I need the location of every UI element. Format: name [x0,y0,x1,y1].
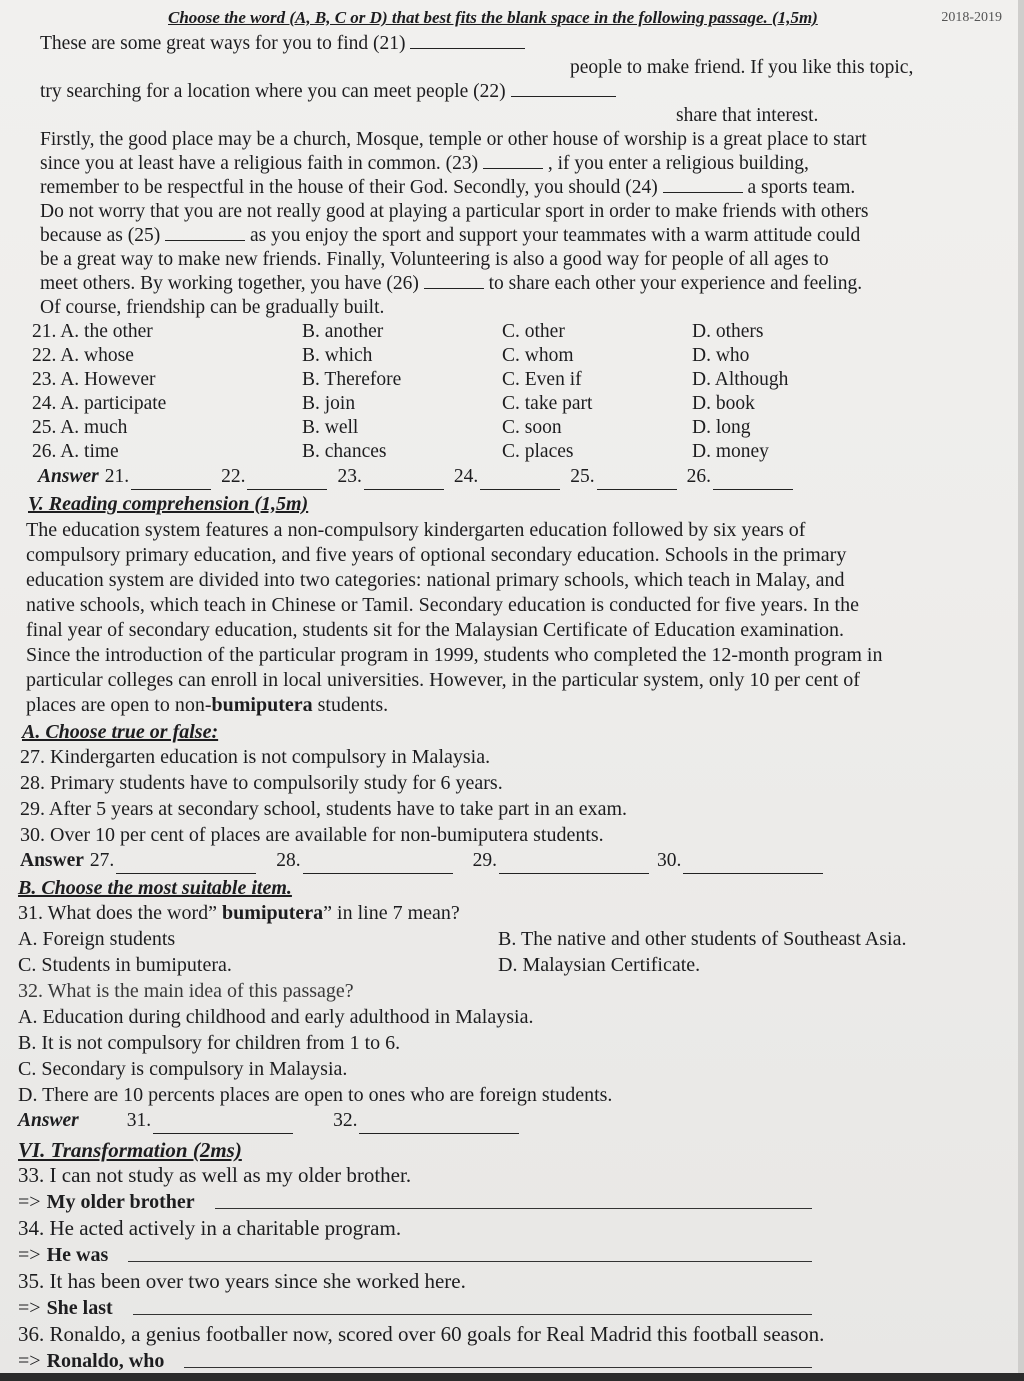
multiple-choice-title: B. Choose the most suitable item. [18,877,292,899]
answer-27[interactable]: 27. [90,848,256,874]
answer-label: Answer [18,1110,79,1131]
tf-item-28: 28. Primary students have to compulsorily study for 6 years. [20,772,503,794]
option-25-a[interactable]: 25. A. much [32,417,128,438]
page-edge-shadow [1018,0,1024,1381]
cloze-line: These are some great ways for you to find (21) [40,32,1002,56]
school-year: 2018-2019 [941,10,1002,25]
option-23-b[interactable]: B. Therefore [302,369,402,390]
cloze-line: Do not worry that you are not really good at playing a particular sport in order to make friends with others [40,201,869,222]
cloze-line: be a great way to make new friends. Finally, Volunteering is also a good way for people of all ages to [40,249,829,270]
option-24-b[interactable]: B. join [302,393,356,414]
option-31-a[interactable]: A. Foreign students [18,928,176,950]
q31-options-row [18,926,1002,952]
answer-line-35[interactable] [133,1313,812,1315]
cloze-line: share that interest. [676,105,819,126]
option-25-c[interactable]: C. soon [502,417,562,438]
option-22-a[interactable]: 22. A. whose [32,345,134,366]
cloze-line: try searching for a location where you can meet people (22) [40,80,1002,104]
answer-29[interactable]: 29. [473,848,649,874]
reading-line: compulsory primary education, and five years of optional secondary education. Schools in the primary [26,544,847,566]
option-24-d[interactable]: D. book [692,393,755,414]
transform-answer-35: => She last [18,1295,1002,1321]
blank-26[interactable] [424,274,484,289]
cloze-line: remember to be respectful in the house of their God. Secondly, you should (24) a sports team. [40,177,856,198]
cloze-line: people to make friend. If you like this topic, [570,57,914,78]
answer-30[interactable]: 30. [657,848,823,874]
blank-21[interactable] [410,34,525,49]
answer-line-33[interactable] [215,1207,812,1209]
option-31-b[interactable]: B. The native and other students of Southeast Asia. [498,928,907,950]
transformation-title: VI. Transformation (2ms) [18,1138,242,1162]
true-false-title: A. Choose true or false: [22,721,219,743]
question-32: 32. What is the main idea of this passage? [18,980,354,1002]
option-26-d[interactable]: D. money [692,441,769,462]
cloze-options [32,320,1002,464]
blank-22[interactable] [511,82,616,97]
cloze-instruction: Choose the word (A, B, C or D) that best fits the blank space in the following passage. (1,5m) [168,8,818,27]
answer-32[interactable]: 32. [333,1108,519,1134]
answer-31[interactable]: 31. [127,1108,293,1134]
answer-24[interactable]: 24. [454,464,560,490]
reading-passage [26,518,1002,718]
reading-line: final year of secondary education, students sit for the Malaysian Certificate of Education examination. [26,619,845,641]
option-26-a[interactable]: 26. A. time [32,441,119,462]
reading-line: native schools, which teach in Chinese or Tamil. Secondary education is conducted for five years. In the [26,594,859,616]
cloze-line: because as (25) as you enjoy the sport and support your teammates with a warm attitude could [40,225,861,246]
option-32-a[interactable]: A. Education during childhood and early adulthood in Malaysia. [18,1006,534,1028]
cloze-line: meet others. By working together, you have (26) to share each other your experience and feeling. [40,273,863,294]
tf-item-29: 29. After 5 years at secondary school, students have to take part in an exam. [20,798,628,820]
transform-answer-33: => My older brother [18,1189,1002,1215]
answer-26[interactable]: 26. [687,464,793,490]
tf-item-27: 27. Kindergarten education is not compulsory in Malaysia. [20,746,491,768]
transform-sentence-34: 34. He acted actively in a charitable program. [18,1216,402,1240]
bottom-edge [0,1373,1024,1381]
option-24-c[interactable]: C. take part [502,393,593,414]
answer-21[interactable]: 21. [105,464,211,490]
tf-answer-row [20,848,1002,874]
transform-sentence-35: 35. It has been over two years since she worked here. [18,1269,466,1293]
option-21-a[interactable]: 21. A. the other [32,321,153,342]
blank-24[interactable] [663,178,743,193]
blank-23[interactable] [483,154,543,169]
question-31: 31. What does the word” bumiputera” in line 7 mean? [18,902,460,924]
option-32-c[interactable]: C. Secondary is compulsory in Malaysia. [18,1058,348,1080]
option-26-b[interactable]: B. chances [302,441,387,462]
option-32-d[interactable]: D. There are 10 percents places are open to ones who are foreign students. [18,1084,613,1106]
answer-label: Answer [20,850,84,871]
answer-25[interactable]: 25. [570,464,676,490]
answer-line-34[interactable] [128,1260,812,1262]
true-false-list [20,744,1002,848]
option-25-d[interactable]: D. long [692,417,751,438]
multiple-choice-section [18,900,1002,1108]
option-21-b[interactable]: B. another [302,321,384,342]
option-22-b[interactable]: B. which [302,345,373,366]
reading-line: education system are divided into two categories: national primary schools, which teach in Malay, and [26,569,845,591]
option-23-a[interactable]: 23. A. However [32,369,156,390]
transform-answer-34: => He was [18,1242,1002,1268]
answer-22[interactable]: 22. [221,464,327,490]
reading-line: places are open to non-bumiputera students. [26,694,389,716]
option-22-c[interactable]: C. whom [502,345,574,366]
reading-title: V. Reading comprehension (1,5m) [28,493,309,515]
tf-item-30: 30. Over 10 per cent of places are available for non-bumiputera students. [20,824,604,846]
option-26-c[interactable]: C. places [502,441,574,462]
cloze-line: Of course, friendship can be gradually built. [40,297,385,318]
blank-25[interactable] [165,226,245,241]
mc-answer-row [18,1108,1002,1134]
header-row [18,6,1002,30]
option-21-d[interactable]: D. others [692,321,764,342]
option-21-c[interactable]: C. other [502,321,565,342]
option-25-b[interactable]: B. well [302,417,359,438]
transform-sentence-33: 33. I can not study as well as my older brother. [18,1163,412,1187]
cloze-passage [40,32,1002,320]
reading-line: The education system features a non-compulsory kindergarten education followed by six years of [26,519,806,541]
transformation-section [18,1162,1002,1374]
transform-sentence-36: 36. Ronaldo, a genius footballer now, scored over 60 goals for Real Madrid this football season. [18,1322,825,1346]
option-23-d[interactable]: D. Although [692,369,789,390]
bumiputera-term: bumiputera [211,694,313,716]
option-24-a[interactable]: 24. A. participate [32,393,167,414]
option-23-c[interactable]: C. Even if [502,369,582,390]
q31-options-row [18,952,1002,978]
answer-label: Answer [38,466,99,487]
option-31-c[interactable]: C. Students in bumiputera. [18,954,232,976]
transform-answer-36: => Ronaldo, who [18,1348,1002,1374]
cloze-answer-row [38,464,1002,490]
answer-23[interactable]: 23. [337,464,443,490]
option-31-d[interactable]: D. Malaysian Certificate. [498,954,701,976]
cloze-line: Firstly, the good place may be a church, Mosque, temple or other house of worship is a great place to start [40,129,867,150]
reading-line: particular colleges can enroll in local universities. However, in the particular system, only 10 per cent of [26,669,860,691]
answer-line-36[interactable] [184,1366,812,1368]
reading-line: Since the introduction of the particular program in 1999, students who completed the 12-month program in [26,644,883,666]
answer-28[interactable]: 28. [276,848,452,874]
cloze-line: since you at least have a religious faith in common. (23) , if you enter a religious building, [40,153,809,174]
option-32-b[interactable]: B. It is not compulsory for children from 1 to 6. [18,1032,401,1054]
option-22-d[interactable]: D. who [692,345,750,366]
